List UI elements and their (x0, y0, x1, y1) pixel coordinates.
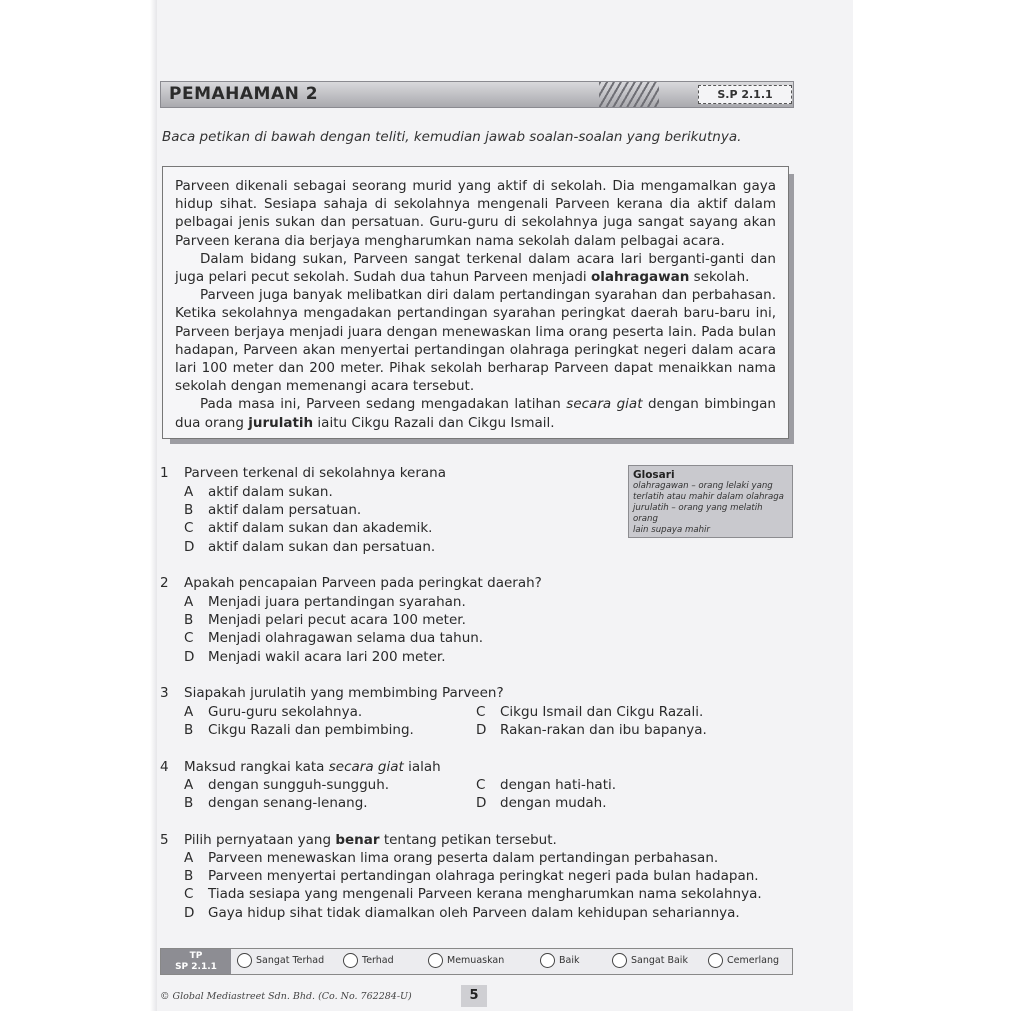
question-2-option-d[interactable]: D Menjadi wakil acara lari 200 meter. (184, 649, 446, 665)
rating-option-sangat-baik[interactable]: Sangat Baik (612, 953, 688, 968)
rating-option-memuaskan[interactable]: Memuaskan (428, 953, 504, 968)
reading-passage (162, 166, 789, 439)
sp-code-box: S.P 2.1.1 (698, 85, 792, 104)
rating-option-baik[interactable]: Baik (540, 953, 579, 968)
question-stem: Pilih pernyataan yang benar tentang petikan tersebut. (184, 832, 557, 848)
question-5-option-a[interactable]: A Parveen menewaskan lima orang peserta dalam pertandingan perbahasan. (184, 850, 719, 866)
glossary-title: Glosari (633, 469, 675, 481)
radio-circle-icon (540, 953, 555, 968)
copyright-text: © Global Mediastreet Sdn. Bhd. (Co. No. 762284-U) (160, 991, 412, 1002)
question-number: 5 (160, 832, 169, 848)
passage-paragraph-2: Dalam bidang sukan, Parveen sangat terkenal dalam acara lari berganti-ganti dan juga pelari pecut sekolah. Sudah dua tahun Parveen menjadi olahragawan sekolah. (175, 250, 776, 286)
tp-label-box: TP SP 2.1.1 (161, 949, 231, 974)
keyword-olahragawan: olahragawan (590, 269, 690, 286)
question-4-option-c[interactable]: C dengan hati-hati. (476, 777, 617, 793)
radio-circle-icon (708, 953, 723, 968)
section-title: PEMAHAMAN 2 (169, 84, 319, 104)
glossary-box (628, 465, 793, 538)
question-3-option-c[interactable]: C Cikgu Ismail dan Cikgu Razali. (476, 704, 704, 720)
glossary-line: terlatih atau mahir dalam olahraga (633, 492, 784, 502)
page-edge-shadow (150, 0, 157, 1011)
page-number: 5 (461, 985, 487, 1007)
question-1-option-b[interactable]: B aktif dalam persatuan. (184, 502, 362, 518)
performance-rating-bar (160, 948, 793, 975)
glossary-line: jurulatih – orang yang melatih orang (633, 503, 763, 524)
question-3-option-a[interactable]: A Guru-guru sekolahnya. (184, 704, 363, 720)
question-2-option-b[interactable]: B Menjadi pelari pecut acara 100 meter. (184, 612, 466, 628)
question-3-option-b[interactable]: B Cikgu Razali dan pembimbing. (184, 722, 414, 738)
question-1-option-a[interactable]: A aktif dalam sukan. (184, 484, 333, 500)
question-number: 3 (160, 685, 169, 701)
decorative-stripes (599, 82, 659, 107)
question-4-option-d[interactable]: D dengan mudah. (476, 795, 607, 811)
radio-circle-icon (612, 953, 627, 968)
question-3-option-d[interactable]: D Rakan-rakan dan ibu bapanya. (476, 722, 707, 738)
glossary-line: lain supaya mahir (633, 525, 710, 535)
passage-paragraph-4: Pada masa ini, Parveen sedang mengadakan latihan secara giat dengan bimbingan dua orang jurulatih iaitu Cikgu Razali dan Cikgu Ismail. (175, 396, 776, 431)
passage-paragraph-3: Parveen juga banyak melibatkan diri dalam pertandingan syarahan dan perbahasan. Ketika sekolahnya mengadakan pertandingan syarahan peringkat daerah baru-baru ini, Parveen berjaya menjadi juara dengan menewaskan lima orang peserta lain. Pada bulan hadapan, Parveen akan menyertai pertandingan olahraga peringkat negeri dalam acara lari 100 meter dan 200 meter. Pihak sekolah berharap Parveen dapat menaikkan nama sekolah dengan memenangi acara tersebut. (175, 287, 776, 395)
question-4-option-a[interactable]: A dengan sungguh-sungguh. (184, 777, 390, 793)
question-number: 1 (160, 465, 169, 481)
rating-option-terhad[interactable]: Terhad (343, 953, 394, 968)
keyword-secara-giat: secara giat (566, 396, 643, 413)
question-stem: Parveen terkenal di sekolahnya kerana (184, 465, 446, 481)
section-header (160, 81, 794, 108)
radio-circle-icon (428, 953, 443, 968)
question-2-option-c[interactable]: C Menjadi olahragawan selama dua tahun. (184, 630, 484, 646)
question-5-option-c[interactable]: C Tiada sesiapa yang mengenali Parveen kerana mengharumkan nama sekolahnya. (184, 886, 762, 902)
radio-circle-icon (343, 953, 358, 968)
question-stem: Apakah pencapaian Parveen pada peringkat daerah? (184, 575, 542, 591)
question-5-option-b[interactable]: B Parveen menyertai pertandingan olahraga peringkat negeri pada bulan hadapan. (184, 868, 759, 884)
question-number: 2 (160, 575, 169, 591)
glossary-line: olahragawan – orang lelaki yang (633, 481, 773, 491)
passage-paragraph-1: Parveen dikenali sebagai seorang murid yang aktif di sekolah. Dia mengamalkan gaya hidup sihat. Sesiapa sahaja di sekolahnya mengenali Parveen kerana dia aktif dalam pelbagai jenis sukan dan persatuan. Guru-guru di sekolahnya juga sangat sayang akan Parveen kerana dia berjaya mengharumkan nama sekolah dalam pelbagai acara. (175, 178, 776, 249)
radio-circle-icon (237, 953, 252, 968)
keyword-jurulatih: jurulatih (248, 414, 314, 431)
rating-option-cemerlang[interactable]: Cemerlang (708, 953, 779, 968)
question-number: 4 (160, 759, 169, 775)
question-5-option-d[interactable]: D Gaya hidup sihat tidak diamalkan oleh Parveen dalam kehidupan sehariannya. (184, 905, 740, 921)
question-1-option-c[interactable]: C aktif dalam sukan dan akademik. (184, 520, 433, 536)
rating-option-sangat-terhad[interactable]: Sangat Terhad (237, 953, 324, 968)
question-2-option-a[interactable]: A Menjadi juara pertandingan syarahan. (184, 594, 466, 610)
question-stem: Siapakah jurulatih yang membimbing Parveen? (184, 685, 504, 701)
question-1-option-d[interactable]: D aktif dalam sukan dan persatuan. (184, 539, 436, 555)
question-4-option-b[interactable]: B dengan senang-lenang. (184, 795, 368, 811)
instruction-text: Baca petikan di bawah dengan teliti, kemudian jawab soalan-soalan yang berikutnya. (162, 129, 742, 145)
question-stem: Maksud rangkai kata secara giat ialah (184, 759, 441, 775)
